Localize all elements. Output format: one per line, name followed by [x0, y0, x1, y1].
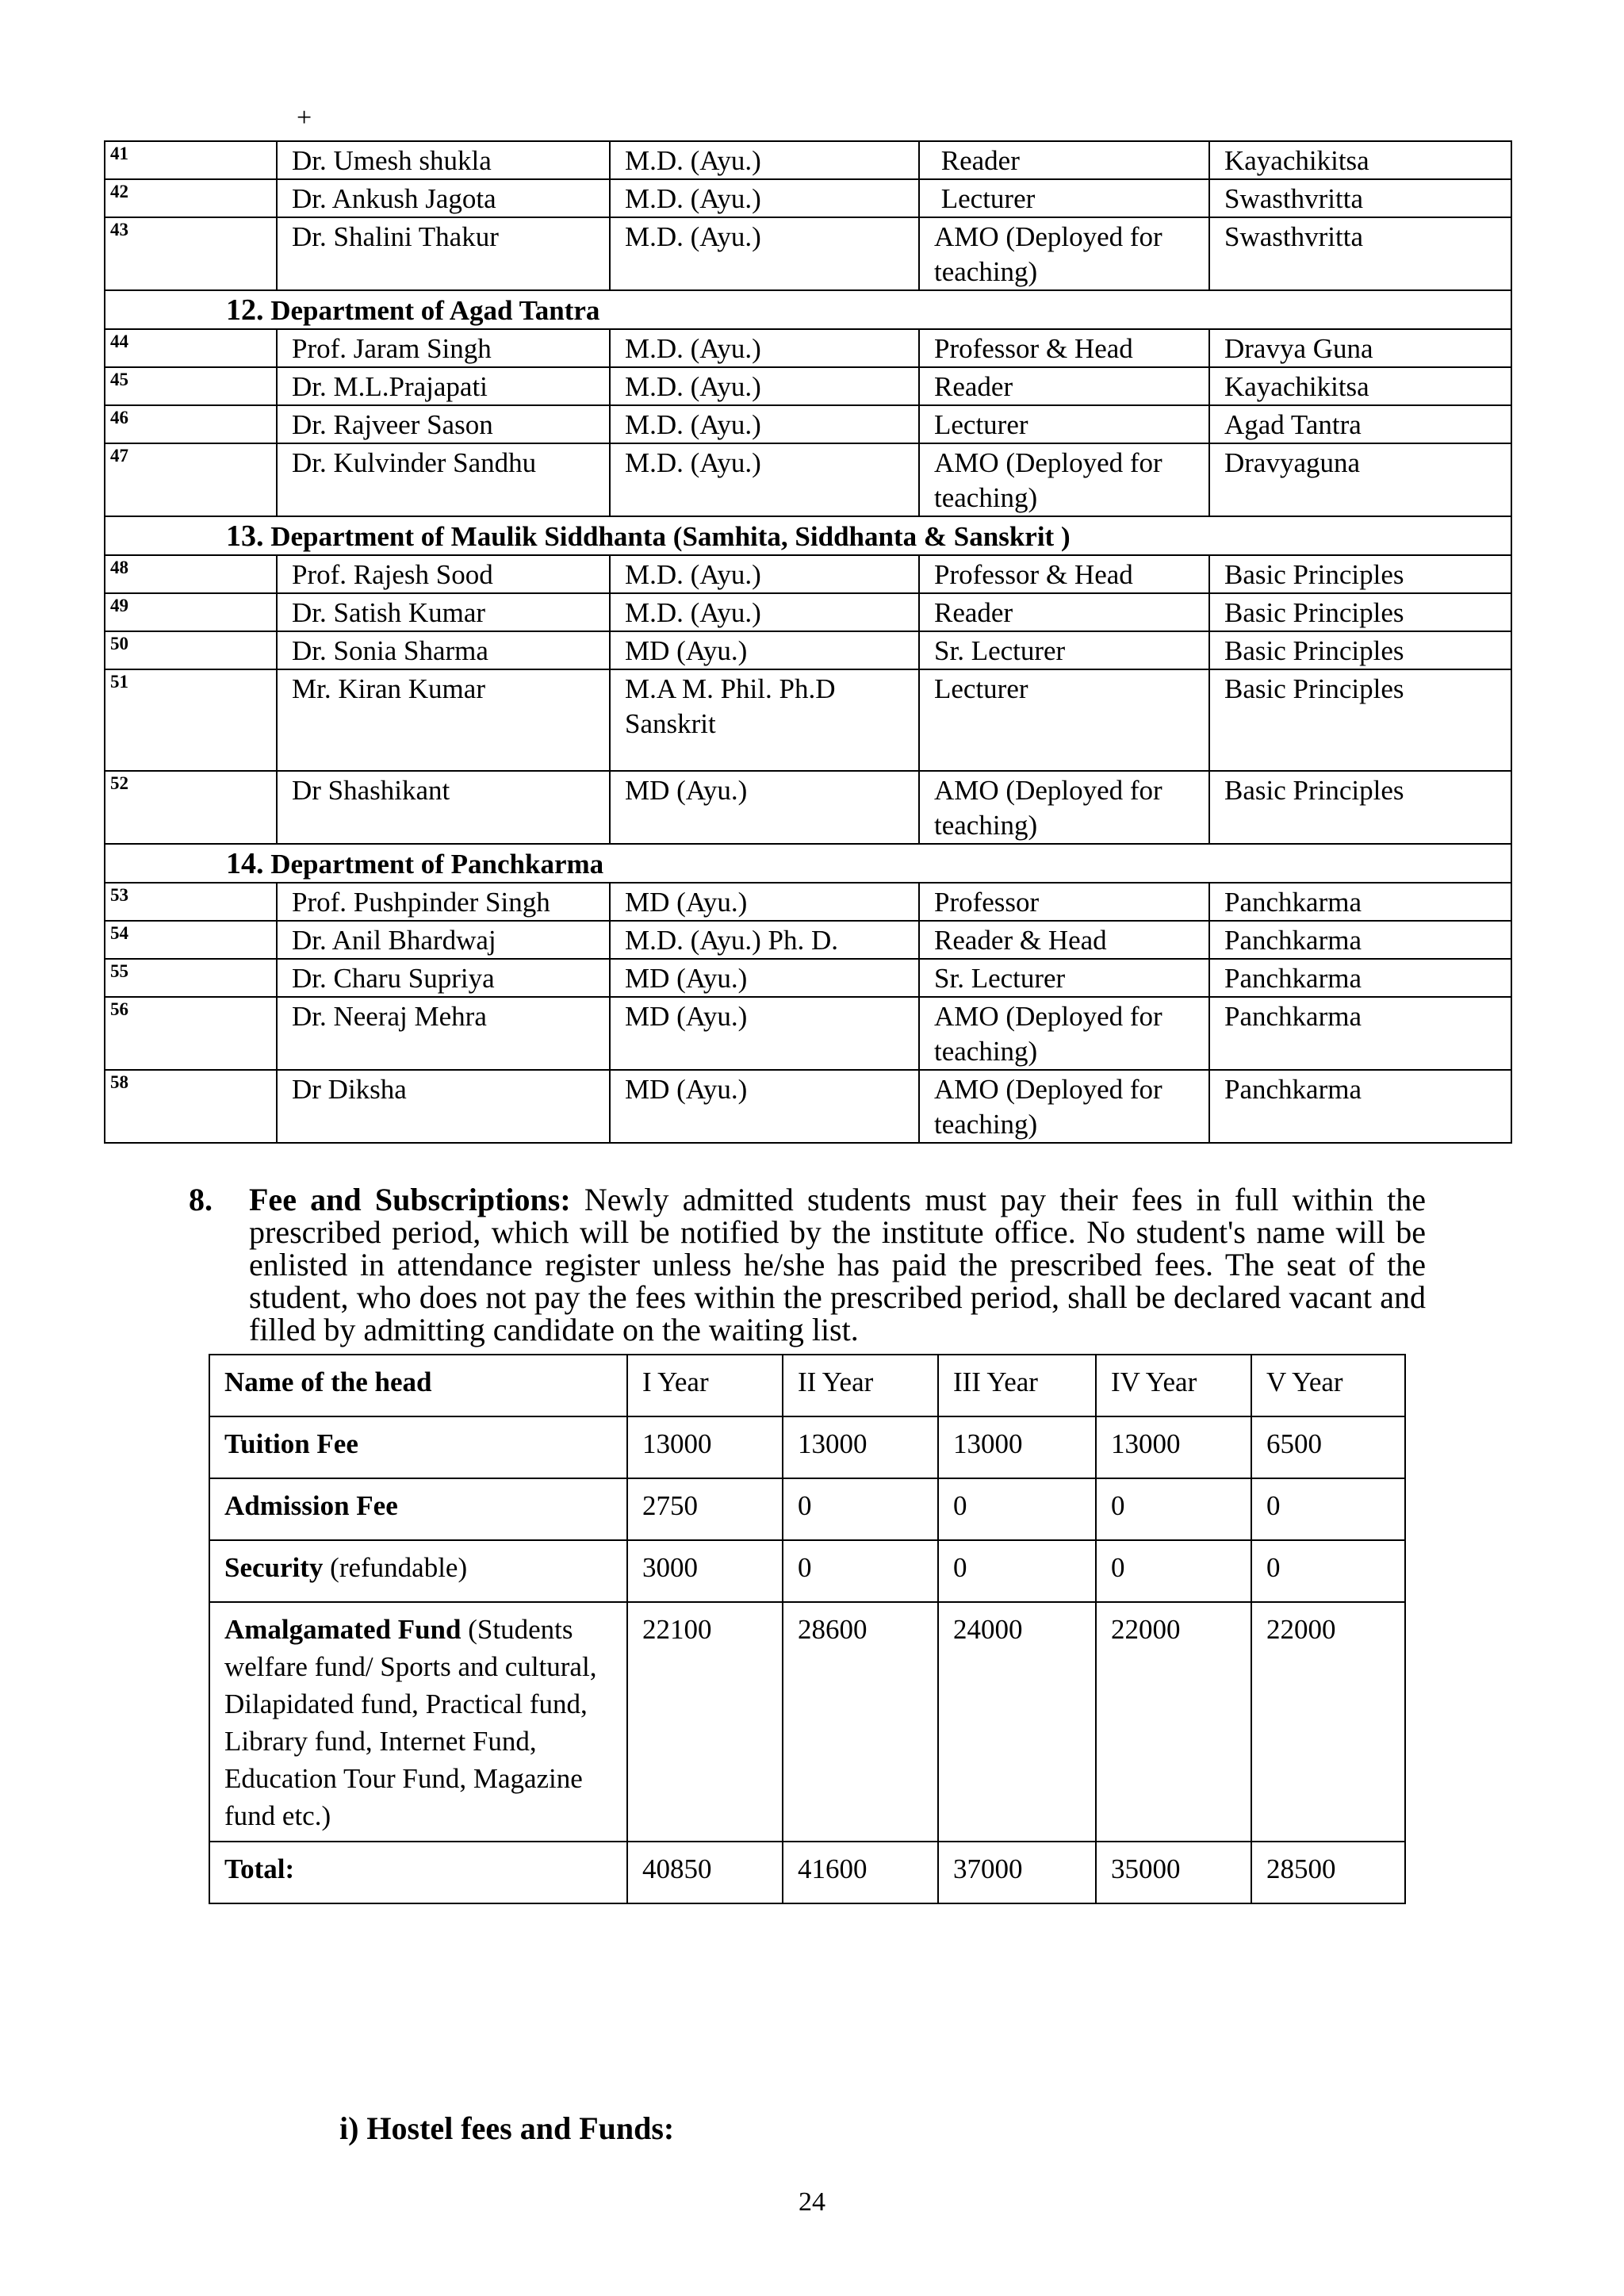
- fee-head-cell: [209, 1602, 627, 1842]
- table-row: [105, 405, 1511, 443]
- name-cell: Dr. Umesh shukla: [277, 141, 610, 179]
- serial-number-cell: 52: [105, 771, 277, 844]
- fee-value-cell: 35000: [1096, 1842, 1251, 1903]
- fee-value-cell: 0: [1096, 1540, 1251, 1602]
- serial-number-cell: 50: [105, 631, 277, 669]
- specialty-cell: Panchkarma: [1209, 1070, 1511, 1143]
- specialty-cell: Panchkarma: [1209, 959, 1511, 997]
- name-cell: Dr. Satish Kumar: [277, 593, 610, 631]
- specialty-cell: Kayachikitsa: [1209, 141, 1511, 179]
- department-title: Department of Panchkarma: [270, 849, 604, 880]
- serial-number-cell: 42: [105, 179, 277, 217]
- table-row: [105, 771, 1511, 844]
- specialty-cell: Agad Tantra: [1209, 405, 1511, 443]
- fee-head-name: Tuition Fee: [224, 1428, 358, 1459]
- table-row: [105, 329, 1511, 367]
- designation-cell: Professor & Head: [919, 555, 1209, 593]
- table-row: [105, 1070, 1511, 1143]
- header-head-name: Name of the head: [209, 1355, 627, 1416]
- name-cell: Dr. Kulvinder Sandhu: [277, 443, 610, 516]
- name-cell: Mr. Kiran Kumar: [277, 669, 610, 771]
- serial-number-cell: 47: [105, 443, 277, 516]
- department-number: 12.: [226, 293, 264, 327]
- qualification-cell: M.D. (Ayu.): [610, 405, 919, 443]
- department-title: Department of Agad Tantra: [270, 295, 600, 326]
- fee-head-name: Total:: [224, 1853, 295, 1884]
- serial-number-cell: 48: [105, 555, 277, 593]
- specialty-cell: Panchkarma: [1209, 883, 1511, 921]
- header-year: I Year: [627, 1355, 783, 1416]
- qualification-cell: M.D. (Ayu.): [610, 141, 919, 179]
- section-heading: Fee and Subscriptions:: [249, 1182, 571, 1217]
- designation-cell: AMO (Deployed for teaching): [919, 997, 1209, 1070]
- fee-head-cell: [209, 1416, 627, 1478]
- table-row: [105, 959, 1511, 997]
- designation-cell: Reader: [919, 141, 1209, 179]
- header-year: II Year: [783, 1355, 938, 1416]
- table-row: [105, 883, 1511, 921]
- department-heading: [105, 290, 1511, 329]
- serial-number-cell: 46: [105, 405, 277, 443]
- name-cell: Dr. Rajveer Sason: [277, 405, 610, 443]
- designation-cell: Reader: [919, 367, 1209, 405]
- fee-head-detail: (Students welfare fund/ Sports and cultural, Dilapidated fund, Practical fund, Library fund, Internet Fund, Education Tour Fund, Magazine fund etc.): [224, 1614, 604, 1831]
- fee-value-cell: 28500: [1251, 1842, 1405, 1903]
- specialty-cell: Panchkarma: [1209, 997, 1511, 1070]
- department-row: [105, 290, 1511, 329]
- designation-cell: AMO (Deployed for teaching): [919, 217, 1209, 290]
- fee-value-cell: 13000: [627, 1416, 783, 1478]
- fee-row: [209, 1478, 1405, 1540]
- fee-value-cell: 22100: [627, 1602, 783, 1842]
- fee-value-cell: 40850: [627, 1842, 783, 1903]
- specialty-cell: Basic Principles: [1209, 555, 1511, 593]
- name-cell: Dr. Charu Supriya: [277, 959, 610, 997]
- fee-value-cell: 3000: [627, 1540, 783, 1602]
- fee-row: [209, 1602, 1405, 1842]
- department-title: Department of Maulik Siddhanta (Samhita, Siddhanta & Sanskrit ): [270, 521, 1071, 552]
- qualification-cell: M.D. (Ayu.): [610, 179, 919, 217]
- qualification-cell: MD (Ayu.): [610, 997, 919, 1070]
- name-cell: Dr. Sonia Sharma: [277, 631, 610, 669]
- fee-header-row: [209, 1355, 1405, 1416]
- fee-value-cell: 2750: [627, 1478, 783, 1540]
- name-cell: Prof. Rajesh Sood: [277, 555, 610, 593]
- qualification-cell: M.D. (Ayu.): [610, 367, 919, 405]
- table-row: [105, 997, 1511, 1070]
- fee-value-cell: 28600: [783, 1602, 938, 1842]
- fee-value-cell: 0: [1251, 1540, 1405, 1602]
- serial-number-cell: 45: [105, 367, 277, 405]
- fee-row: [209, 1416, 1405, 1478]
- faculty-table: [104, 140, 1512, 1144]
- qualification-cell: M.D. (Ayu.): [610, 217, 919, 290]
- plus-mark: +: [297, 103, 312, 132]
- fee-value-cell: 0: [938, 1540, 1096, 1602]
- serial-number-cell: 41: [105, 141, 277, 179]
- qualification-cell: M.D. (Ayu.): [610, 329, 919, 367]
- qualification-cell: M.D. (Ayu.): [610, 593, 919, 631]
- serial-number-cell: 54: [105, 921, 277, 959]
- fee-head-name: Admission Fee: [224, 1490, 398, 1521]
- fee-value-cell: 0: [1251, 1478, 1405, 1540]
- table-row: [105, 217, 1511, 290]
- table-row: [105, 141, 1511, 179]
- table-row: [105, 631, 1511, 669]
- designation-cell: Reader & Head: [919, 921, 1209, 959]
- serial-number-cell: 49: [105, 593, 277, 631]
- specialty-cell: Swasthvritta: [1209, 217, 1511, 290]
- serial-number-cell: 55: [105, 959, 277, 997]
- fee-value-cell: 22000: [1096, 1602, 1251, 1842]
- name-cell: Dr. Neeraj Mehra: [277, 997, 610, 1070]
- qualification-cell: M.D. (Ayu.): [610, 555, 919, 593]
- designation-cell: Lecturer: [919, 405, 1209, 443]
- designation-cell: Reader: [919, 593, 1209, 631]
- specialty-cell: Panchkarma: [1209, 921, 1511, 959]
- qualification-cell: M.A M. Phil. Ph.D Sanskrit: [610, 669, 919, 771]
- header-year: III Year: [938, 1355, 1096, 1416]
- fee-head-cell: [209, 1842, 627, 1903]
- specialty-cell: Basic Principles: [1209, 631, 1511, 669]
- fee-head-name: Amalgamated Fund: [224, 1614, 462, 1645]
- table-row: [105, 179, 1511, 217]
- fee-head-detail: (refundable): [323, 1552, 468, 1583]
- specialty-cell: Dravya Guna: [1209, 329, 1511, 367]
- department-heading: [105, 516, 1511, 555]
- qualification-cell: MD (Ayu.): [610, 1070, 919, 1143]
- designation-cell: AMO (Deployed for teaching): [919, 443, 1209, 516]
- fee-head-cell: [209, 1478, 627, 1540]
- fee-head-name: Security: [224, 1552, 324, 1583]
- fee-row: [209, 1540, 1405, 1602]
- serial-number-cell: 56: [105, 997, 277, 1070]
- department-row: [105, 844, 1511, 883]
- qualification-cell: M.D. (Ayu.): [610, 443, 919, 516]
- department-number: 13.: [226, 519, 264, 553]
- fee-value-cell: 13000: [783, 1416, 938, 1478]
- name-cell: Prof. Jaram Singh: [277, 329, 610, 367]
- fee-value-cell: 24000: [938, 1602, 1096, 1842]
- name-cell: Prof. Pushpinder Singh: [277, 883, 610, 921]
- designation-cell: Professor: [919, 883, 1209, 921]
- fee-value-cell: 0: [938, 1478, 1096, 1540]
- qualification-cell: MD (Ayu.): [610, 771, 919, 844]
- qualification-cell: MD (Ayu.): [610, 631, 919, 669]
- department-number: 14.: [226, 847, 264, 880]
- fee-value-cell: 0: [1096, 1478, 1251, 1540]
- department-row: [105, 516, 1511, 555]
- hostel-subheading: i) Hostel fees and Funds:: [339, 2110, 675, 2146]
- fee-value-cell: 6500: [1251, 1416, 1405, 1478]
- header-year: V Year: [1251, 1355, 1405, 1416]
- serial-number-cell: 53: [105, 883, 277, 921]
- designation-cell: Sr. Lecturer: [919, 631, 1209, 669]
- serial-number-cell: 58: [105, 1070, 277, 1143]
- fee-value-cell: 13000: [938, 1416, 1096, 1478]
- specialty-cell: Basic Principles: [1209, 669, 1511, 771]
- name-cell: Dr Shashikant: [277, 771, 610, 844]
- specialty-cell: Basic Principles: [1209, 593, 1511, 631]
- designation-cell: AMO (Deployed for teaching): [919, 1070, 1209, 1143]
- table-row: [105, 593, 1511, 631]
- fee-value-cell: 0: [783, 1540, 938, 1602]
- fee-value-cell: 41600: [783, 1842, 938, 1903]
- fee-paragraph: [189, 1183, 1426, 1346]
- table-row: [105, 921, 1511, 959]
- designation-cell: Lecturer: [919, 179, 1209, 217]
- name-cell: Dr. M.L.Prajapati: [277, 367, 610, 405]
- fee-table: [209, 1354, 1406, 1904]
- fee-value-cell: 0: [783, 1478, 938, 1540]
- fee-value-cell: 22000: [1251, 1602, 1405, 1842]
- table-row: [105, 669, 1511, 771]
- specialty-cell: Swasthvritta: [1209, 179, 1511, 217]
- designation-cell: AMO (Deployed for teaching): [919, 771, 1209, 844]
- serial-number-cell: 43: [105, 217, 277, 290]
- table-row: [105, 555, 1511, 593]
- name-cell: Dr Diksha: [277, 1070, 610, 1143]
- serial-number-cell: 44: [105, 329, 277, 367]
- department-heading: [105, 844, 1511, 883]
- specialty-cell: Basic Principles: [1209, 771, 1511, 844]
- table-row: [105, 367, 1511, 405]
- section-number: 8.: [189, 1182, 213, 1217]
- header-year: IV Year: [1096, 1355, 1251, 1416]
- name-cell: Dr. Shalini Thakur: [277, 217, 610, 290]
- specialty-cell: Dravyaguna: [1209, 443, 1511, 516]
- fee-head-cell: [209, 1540, 627, 1602]
- name-cell: Dr. Ankush Jagota: [277, 179, 610, 217]
- serial-number-cell: 51: [105, 669, 277, 771]
- fee-row: [209, 1842, 1405, 1903]
- page-number: 24: [799, 2187, 825, 2217]
- fee-value-cell: 13000: [1096, 1416, 1251, 1478]
- table-row: [105, 443, 1511, 516]
- name-cell: Dr. Anil Bhardwaj: [277, 921, 610, 959]
- designation-cell: Lecturer: [919, 669, 1209, 771]
- qualification-cell: M.D. (Ayu.) Ph. D.: [610, 921, 919, 959]
- qualification-cell: MD (Ayu.): [610, 959, 919, 997]
- designation-cell: Sr. Lecturer: [919, 959, 1209, 997]
- designation-cell: Professor & Head: [919, 329, 1209, 367]
- qualification-cell: MD (Ayu.): [610, 883, 919, 921]
- fee-value-cell: 37000: [938, 1842, 1096, 1903]
- section-text: Newly admitted students must pay their fees in full within the prescribed period, which will be notified by the institute office. No student's name will be enlisted in attendance register unless he/she has paid the prescribed fees. The seat of the student, who does not pay the fees within the prescribed period, shall be declared vacant and filled by admitting candidate on the waiting list.: [249, 1182, 1426, 1347]
- specialty-cell: Kayachikitsa: [1209, 367, 1511, 405]
